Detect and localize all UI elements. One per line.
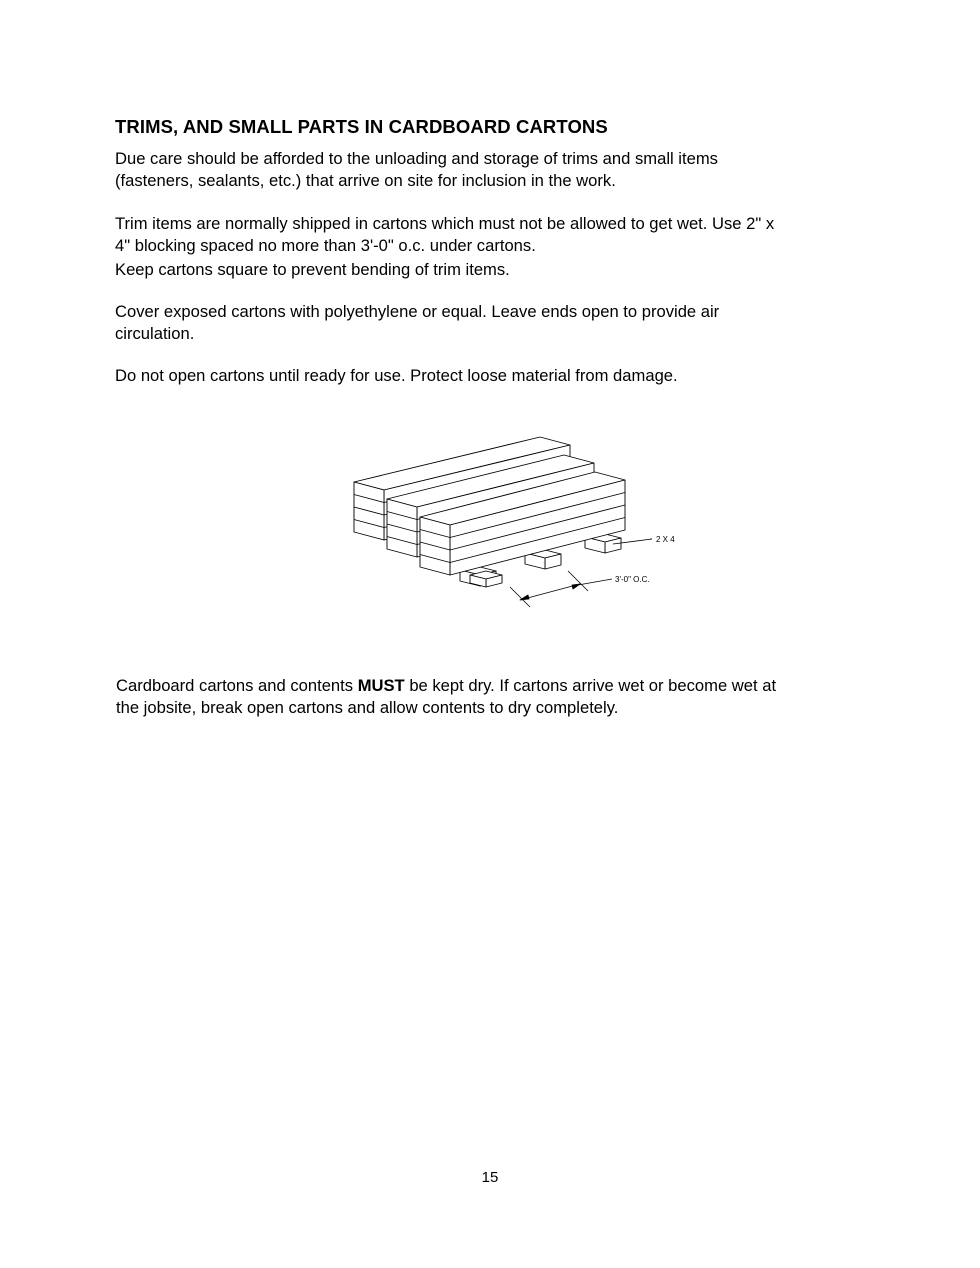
page-number: 15 — [481, 1169, 499, 1186]
paragraph-cover — [115, 301, 875, 345]
paragraph-line: 4" blocking spaced no more than 3'-0" o.c. under cartons. — [115, 236, 536, 255]
section-heading: TRIMS, AND SMALL PARTS IN CARDBOARD CARTONS — [115, 116, 608, 137]
paragraph-line: the jobsite, break open cartons and allow contents to dry completely. — [116, 698, 619, 717]
paragraph-keep-dry — [116, 675, 876, 719]
paragraph-shipping — [115, 213, 875, 257]
dimension-spacing-label: 3'-0" O.C. — [615, 575, 650, 584]
emphasis-must: MUST — [357, 676, 405, 695]
paragraph-line: (fasteners, sealants, etc.) that arrive on site for inclusion in the work. — [115, 171, 616, 190]
paragraph-line: Due care should be afforded to the unloading and storage of trims and small items — [115, 149, 718, 168]
paragraph-intro — [115, 148, 875, 192]
paragraph-line: Cover exposed cartons with polyethylene or equal. Leave ends open to provide air — [115, 302, 720, 321]
text-run: be kept dry. If cartons arrive wet or become wet at — [404, 676, 777, 695]
paragraph-open: Do not open cartons until ready for use. Protect loose material from damage. — [115, 366, 678, 385]
carton-stack-illustration — [330, 420, 710, 620]
callout-2x4-label: 2 X 4 — [656, 535, 675, 544]
blocking-front-end — [470, 571, 502, 587]
paragraph-line — [116, 675, 876, 697]
text-run: Cardboard cartons and contents — [116, 676, 358, 695]
dimension-spacing — [510, 571, 612, 607]
paragraph-square: Keep cartons square to prevent bending of trim items. — [115, 260, 510, 279]
paragraph-line: circulation. — [115, 324, 195, 343]
paragraph-line: Trim items are normally shipped in cartons which must not be allowed to get wet. Use 2" x — [115, 214, 775, 233]
